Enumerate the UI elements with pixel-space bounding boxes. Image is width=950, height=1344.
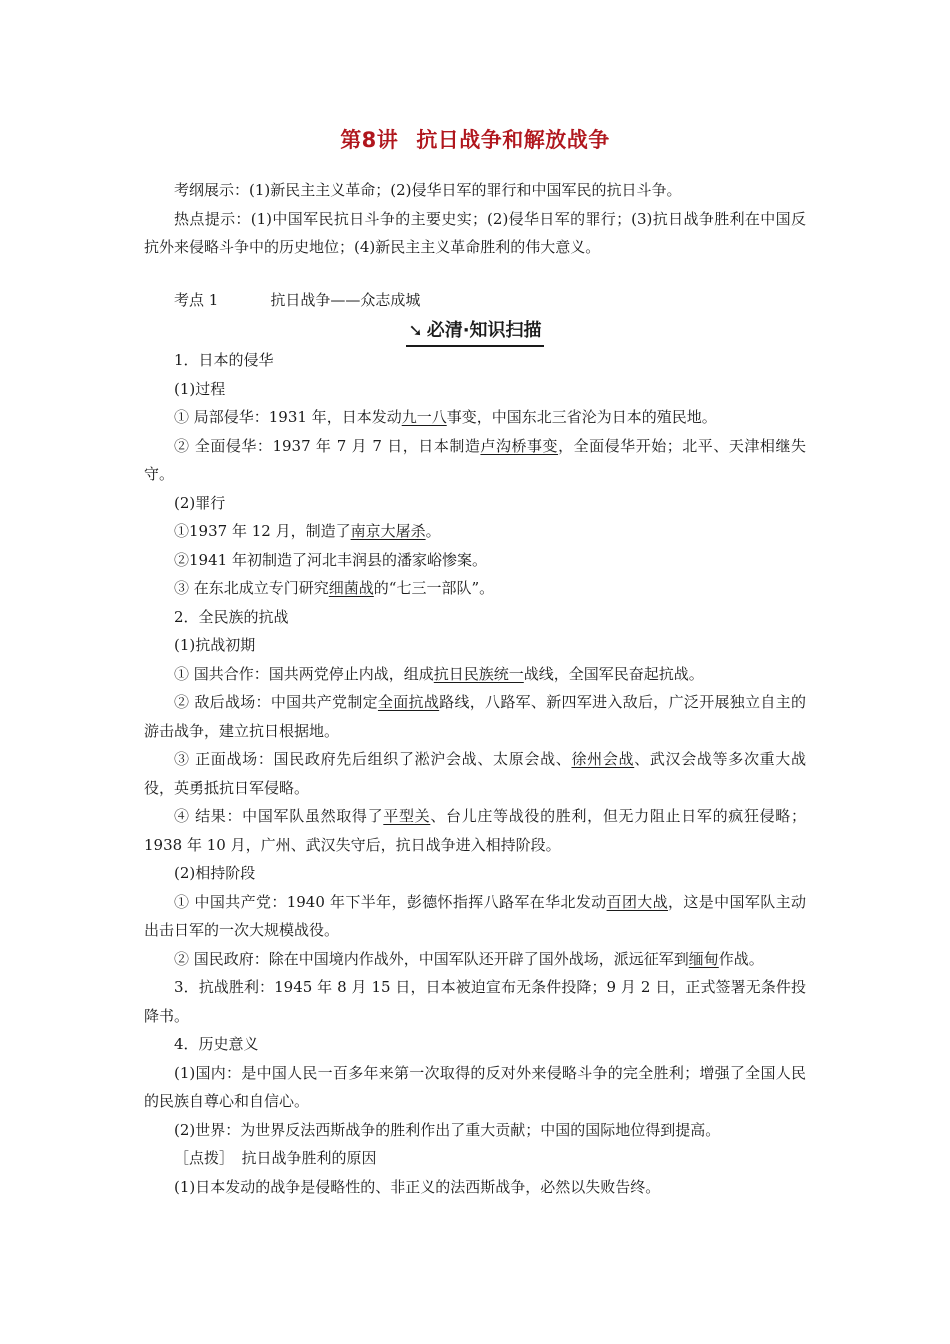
key-term: 平型关 <box>383 807 431 825</box>
heading-4: 4．历史意义 <box>174 1035 259 1053</box>
paragraph: ① 中国共产党：1940 年下半年，彭德怀指挥八路军在华北发动百团大战，这是中国军队主动出击日军的一次大规模战役。 <box>144 892 806 939</box>
intro-section <box>144 176 806 262</box>
paragraph: (1)日本发动的战争是侵略性的、非正义的法西斯战争，必然以失败告终。 <box>174 1177 661 1196</box>
heading-3: 3．抗战胜利：1945 年 8 月 15 日，日本被迫宣布无条件投降；9 月 2 日，正式签署无条件投降书。 <box>144 978 806 1025</box>
paragraph: ④ 结果：中国军队虽然取得了平型关、台儿庄等战役的胜利，但无力阻止日军的疯狂侵略；1938 年 10 月，广州、武汉失守后，抗日战争进入相持阶段。 <box>144 807 806 854</box>
arrow-down-right-icon: ➘ <box>408 321 423 341</box>
paragraph: ①1937 年 12 月，制造了南京大屠杀。 <box>174 522 441 540</box>
paragraph: ③ 在东北成立专门研究细菌战的“七三一部队”。 <box>174 579 495 597</box>
section-topic: 抗日战争——众志成城 <box>270 291 421 309</box>
page-title <box>0 124 950 154</box>
lesson-name: 抗日战争和解放战争 <box>416 128 610 152</box>
paragraph: ② 敌后战场：中国共产党制定全面抗战路线，八路军、新四军进入敌后，广泛开展独立自主的游击战争，建立抗日根据地。 <box>144 693 806 740</box>
key-term: 全面抗战 <box>377 693 440 711</box>
key-term: 九一八 <box>401 408 447 426</box>
subheading-1-2: (2)罪行 <box>174 493 226 512</box>
key-term: 徐州会战 <box>571 750 635 768</box>
paragraph: ② 全面侵华：1937 年 7 月 7 日，日本制造卢沟桥事变，全面侵华开始；北平、天津相继失守。 <box>144 436 806 483</box>
key-term: 南京大屠杀 <box>350 522 426 540</box>
key-term: 抗日民族统一 <box>433 664 524 683</box>
paragraph: ① 国共合作：国共两党停止内战，组成抗日民族统一战线，全国军民奋起抗战。 <box>174 664 704 683</box>
key-term: 细菌战 <box>328 579 374 597</box>
heading-1: 1．日本的侵华 <box>174 351 274 369</box>
hotspot-text: 热点提示：(1)中国军民抗日斗争的主要史实；(2)侵华日军的罪行；(3)抗日战争胜利在中国反抗外来侵略斗争中的历史地位；(4)新民主主义革命胜利的伟大意义。 <box>144 209 806 256</box>
key-term: 百团大战 <box>606 892 669 911</box>
paragraph: (2)世界：为世界反法西斯战争的胜利作出了重大贡献；中国的国际地位得到提高。 <box>174 1120 721 1139</box>
subheading-2-2: (2)相持阶段 <box>174 864 256 882</box>
paragraph: ① 局部侵华：1931 年，日本发动九一八事变，中国东北三省沦为日本的殖民地。 <box>174 408 717 426</box>
section-heading <box>144 286 806 314</box>
key-term: 卢沟桥事变 <box>480 436 559 455</box>
content-body <box>144 346 806 1201</box>
paragraph: ③ 正面战场：国民政府先后组织了淞沪会战、太原会战、徐州会战、武汉会战等多次重大战役，英勇抵抗日军侵略。 <box>144 750 806 797</box>
paragraph: ②1941 年初制造了河北丰润县的潘家峪惨案。 <box>174 550 487 569</box>
heading-2: 2．全民族的抗战 <box>174 607 289 626</box>
subheading-1-1: (1)过程 <box>174 379 226 398</box>
banner-label: 必清·知识扫描 <box>426 320 542 341</box>
knowledge-banner <box>0 318 950 347</box>
key-term: 缅甸 <box>688 949 719 968</box>
subheading-2-1: (1)抗战初期 <box>174 636 256 654</box>
paragraph: (1)国内：是中国人民一百多年来第一次取得的反对外来侵略斗争的完全胜利；增强了全国人民的民族自尊心和自信心。 <box>144 1063 806 1110</box>
outline-text: 考纲展示：(1)新民主主义革命；(2)侵华日军的罪行和中国军民的抗日斗争。 <box>174 181 682 199</box>
tip-heading: ［点拨］ 抗日战争胜利的原因 <box>174 1149 377 1167</box>
paragraph: ② 国民政府：除在中国境内作战外，中国军队还开辟了国外战场，派远征军到缅甸作战。 <box>174 949 764 968</box>
section-label: 考点 1 <box>174 291 219 309</box>
lesson-number: 第8讲 <box>340 128 399 152</box>
